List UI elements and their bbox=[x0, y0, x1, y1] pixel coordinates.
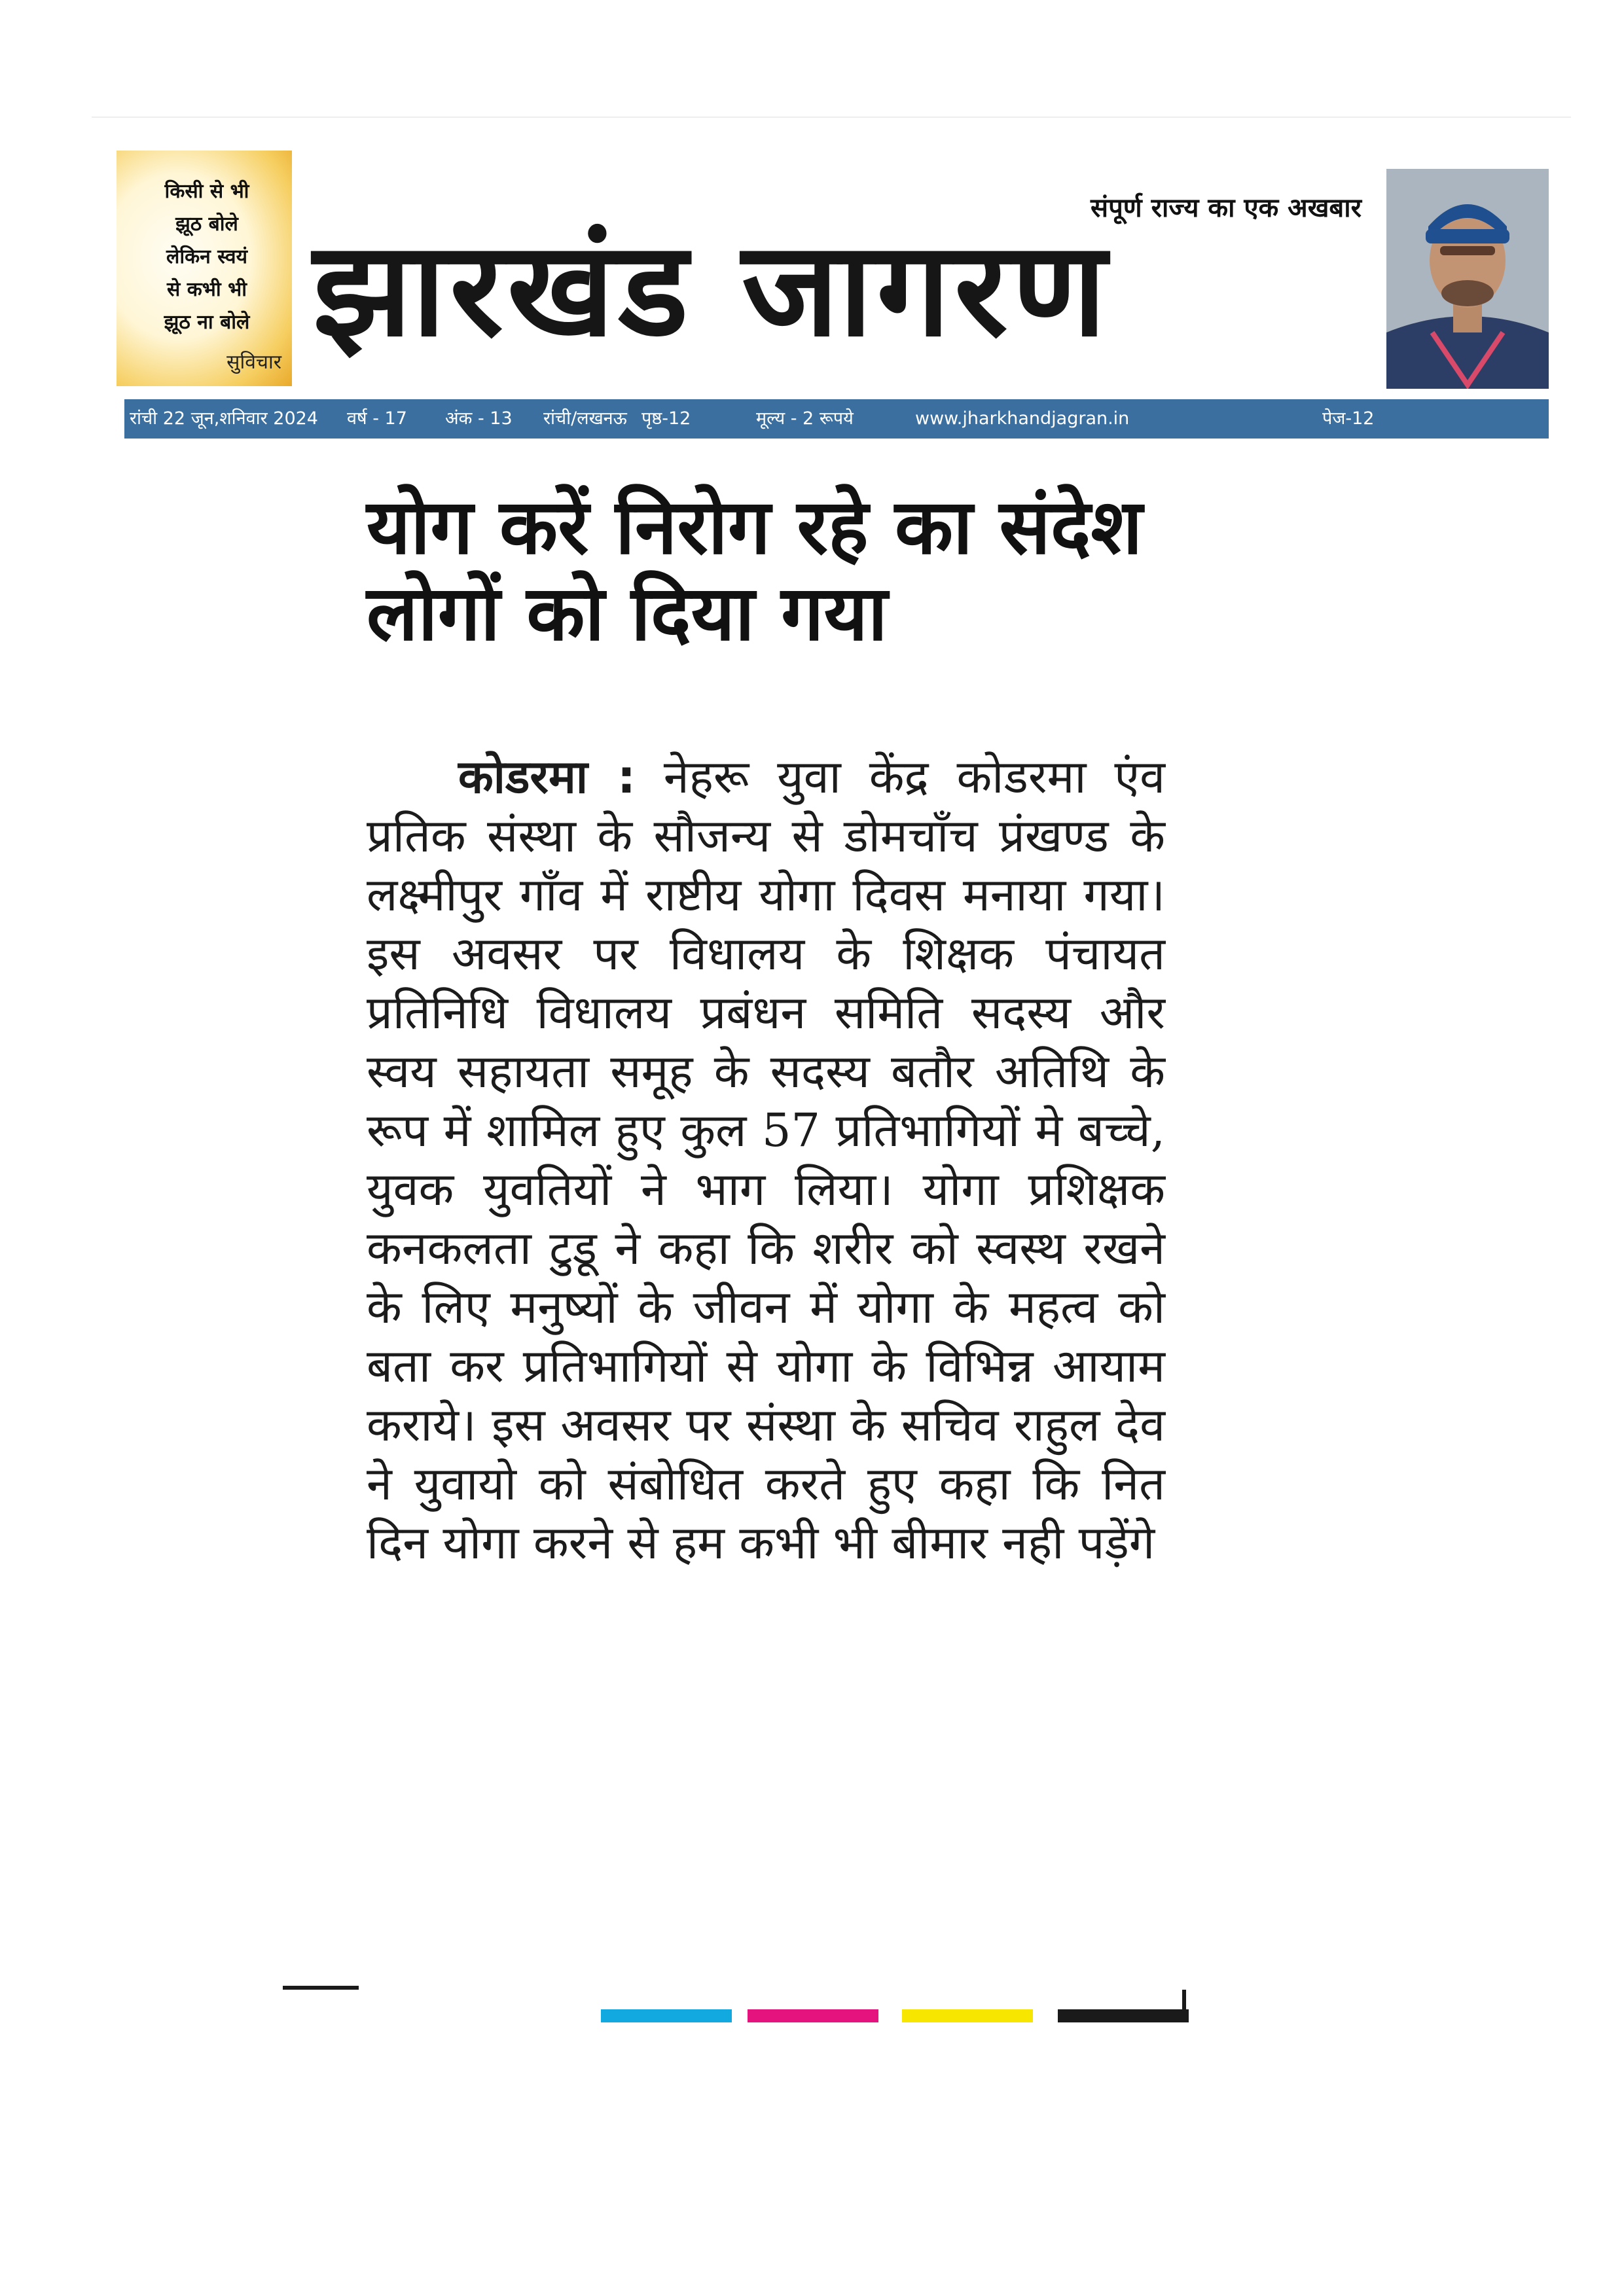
quote-line: लेकिन स्वयं bbox=[166, 245, 247, 268]
page-count: पृष्ठ-12 bbox=[641, 408, 691, 429]
crop-mark bbox=[283, 1986, 359, 1990]
top-rule bbox=[92, 117, 1571, 118]
issue: अंक - 13 bbox=[445, 408, 513, 429]
article-headline: योग करें निरोग रहे का संदेश लोगों को दिया गया bbox=[367, 483, 1143, 658]
article-text: नेहरू युवा केंद्र कोडरमा एंव प्रतिक संस्था के सौजन्य से डोमचाँच प्रंखण्ड के लक्ष्मीपुर गाँव में राष्टीय योगा दिवस मनाया गया। इस अवसर पर विधालय के शिक्षक पंचायत प्रतिनिधि विधालय प्रबंधन समिति सदस्य और स्वय सहायता समूह के सदस्य बतौर अतिथि के रूप में शामिल हुए कुल 57 प्रतिभागियों मे बच्चे, युवक युवतियों ने भाग लिया। योगा प्रशिक्षक कनकलता टुडू ने कहा कि शरीर को स्वस्थ रखने के लिए मनुष्यों के जीवन में योगा के महत्व को बता कर प्रतिभागियों से योगा के विभिन्न आयाम कराये। इस अवसर पर संस्था के सचिव राहुल देव ने युवायो को संबोधित करते हुए कहा कि नित दिन योगा करने से हम कभी भी बीमार नही पड़ेंगे bbox=[367, 750, 1165, 1570]
quote-text bbox=[131, 175, 283, 339]
quote-attribution: सुविचार bbox=[226, 351, 281, 374]
editions: रांची/लखनऊ bbox=[543, 408, 627, 429]
tagline: संपूर्ण राज्य का एक अखबार bbox=[1091, 193, 1362, 223]
crop-mark bbox=[1182, 1990, 1186, 2022]
quote-line: झूठ ना बोले bbox=[164, 311, 250, 334]
location-date: रांची 22 जून,शनिवार 2024 bbox=[130, 408, 318, 429]
quote-box bbox=[117, 151, 292, 386]
portrait-illustration bbox=[1386, 169, 1549, 389]
article-dateline: कोडरमा : bbox=[458, 750, 636, 804]
magenta-registration-bar bbox=[748, 2009, 878, 2022]
newspaper-title: झारखंड जागरण bbox=[313, 213, 1111, 366]
quote-line: झूठ बोले bbox=[175, 213, 238, 236]
page-number: पेज-12 bbox=[1322, 408, 1375, 429]
website-link[interactable]: www.jharkhandjagran.in bbox=[915, 408, 1130, 429]
person-portrait-icon bbox=[1386, 169, 1549, 389]
quote-line: किसी से भी bbox=[164, 180, 249, 203]
quote-line: से कभी भी bbox=[167, 278, 247, 301]
cyan-registration-bar bbox=[601, 2009, 732, 2022]
year: वर्ष - 17 bbox=[347, 408, 407, 429]
black-registration-bar bbox=[1058, 2009, 1189, 2022]
info-bar bbox=[124, 399, 1549, 439]
price: मूल्य - 2 रूपये bbox=[756, 408, 854, 429]
article-body bbox=[367, 747, 1165, 1572]
yellow-registration-bar bbox=[902, 2009, 1033, 2022]
